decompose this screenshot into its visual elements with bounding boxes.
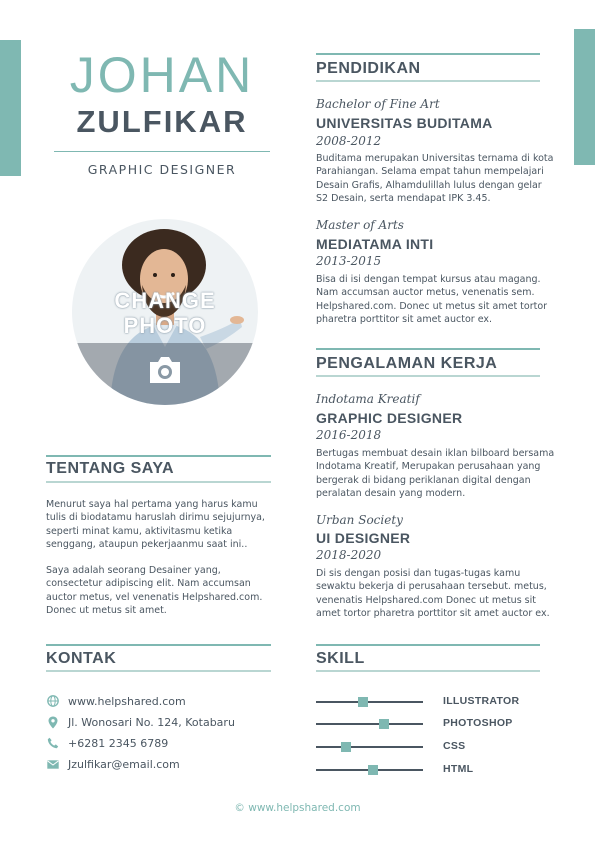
right-accent-bar — [574, 29, 595, 165]
envelope-icon — [46, 757, 60, 771]
education-1-description: Buditama merupakan Universitas ternama di kota Parahiangan. Selama empat tahun mempelajari Desain Grafis, Alhamdulillah lulus dengan gelar S2 Desain, serta mendapat IPK 3.45. — [316, 153, 554, 205]
education-1-years: 2008-2012 — [316, 134, 382, 148]
skill-heading-rule-top — [316, 644, 540, 646]
experience-2-role: UI DESIGNER — [316, 530, 411, 546]
contact-heading: KONTAK — [46, 650, 117, 667]
contact-address-text: Jl. Wonosari No. 124, Kotabaru — [68, 715, 235, 729]
skill-level-handle[interactable] — [368, 765, 378, 775]
contact-address — [46, 714, 235, 730]
education-1-school: UNIVERSITAS BUDITAMA — [316, 115, 493, 131]
skill-slider-illustrator[interactable] — [316, 701, 423, 703]
skill-label-illustrator: ILLUSTRATOR — [443, 695, 520, 707]
contact-website-text: www.helpshared.com — [68, 694, 186, 708]
contact-phone-text: +6281 2345 6789 — [68, 736, 169, 750]
experience-1-description: Bertugas membuat desain iklan bilboard bersama Indotama Kreatif, Merupakan perusahaan yang bergerak di bidang periklanan digital dengan peralatan desain yang modern. — [316, 448, 555, 500]
skill-label-photoshop: PHOTOSHOP — [443, 717, 513, 729]
camera-icon — [146, 354, 184, 386]
experience-heading-rule-bottom — [316, 375, 540, 377]
education-2-school: MEDIATAMA INTI — [316, 236, 434, 252]
skill-level-handle[interactable] — [379, 719, 389, 729]
profile-photo[interactable] — [72, 219, 258, 405]
experience-1-years: 2016-2018 — [316, 428, 382, 442]
education-2-description: Bisa di isi dengan tempat kursus atau magang. Nam accumsan auctor metus, venenatis sem. Helpshared.com. Donec ut metus sit amet tortor pharetra porttitor sit amet auctor ex. — [316, 274, 548, 326]
experience-2-years: 2018-2020 — [316, 548, 382, 562]
education-heading-rule-top — [316, 53, 540, 55]
education-heading-rule-bottom — [316, 80, 540, 82]
about-paragraph-1: Menurut saya hal pertama yang harus kamu tulis di biodatamu haruslah dirimu sejujurnya, seperti minat kamu, aktivitasmu ketika senggang, ataupun pekerjaanmu saat ini.. — [46, 499, 265, 551]
skill-level-handle[interactable] — [358, 697, 368, 707]
about-heading: TENTANG SAYA — [46, 460, 175, 477]
experience-1-role: GRAPHIC DESIGNER — [316, 410, 463, 426]
change-photo-label-line2: PHOTO — [123, 313, 207, 338]
contact-heading-rule-top — [46, 644, 271, 646]
skill-label-html: HTML — [443, 763, 474, 775]
contact-phone[interactable] — [46, 735, 169, 751]
skill-label-css: CSS — [443, 740, 466, 752]
education-1-degree: Bachelor of Fine Art — [316, 97, 440, 111]
about-heading-rule-top — [46, 455, 271, 457]
about-heading-rule-bottom — [46, 481, 271, 483]
experience-1-company: Indotama Kreatif — [316, 392, 420, 406]
skill-slider-html[interactable] — [316, 769, 423, 771]
job-title: GRAPHIC DESIGNER — [87, 162, 237, 177]
name-divider — [54, 151, 270, 152]
about-paragraph-2: Saya adalah seorang Desainer yang, consectetur adipiscing elit. Nam accumsan auctor metus, vel venenatis Helpshared.com. Donec ut metus sit amet. — [46, 565, 263, 617]
contact-heading-rule-bottom — [46, 670, 271, 672]
last-name: ZULFIKAR — [76, 104, 248, 139]
location-pin-icon — [46, 715, 60, 729]
contact-email-text: Jzulfikar@email.com — [68, 757, 180, 771]
first-name: JOHAN — [69, 47, 255, 103]
skill-level-handle[interactable] — [341, 742, 351, 752]
phone-icon — [46, 736, 60, 750]
experience-2-description: Di sis dengan posisi dan tugas-tugas kamu sewaktu bekerja di perusahaan tersebut. metus, venenatis Helpshared.com Donec ut metus sit amet tortor pharetra porttitor sit amet auctor ex. — [316, 568, 550, 620]
experience-heading: PENGALAMAN KERJA — [316, 355, 498, 372]
footer-credit: © www.helpshared.com — [234, 802, 361, 814]
skill-slider-photoshop[interactable] — [316, 723, 423, 725]
skill-heading-rule-bottom — [316, 670, 540, 672]
contact-website[interactable] — [46, 693, 186, 709]
change-photo-label-line1: CHANGE — [114, 288, 216, 313]
experience-2-company: Urban Society — [316, 513, 403, 527]
experience-heading-rule-top — [316, 348, 540, 350]
left-accent-bar — [0, 40, 21, 176]
education-2-degree: Master of Arts — [316, 218, 404, 232]
skill-slider-css[interactable] — [316, 746, 423, 748]
education-heading: PENDIDIKAN — [316, 60, 421, 77]
contact-email[interactable] — [46, 756, 180, 772]
education-2-years: 2013-2015 — [316, 254, 382, 268]
skill-heading: SKILL — [316, 650, 365, 667]
globe-icon — [46, 694, 60, 708]
